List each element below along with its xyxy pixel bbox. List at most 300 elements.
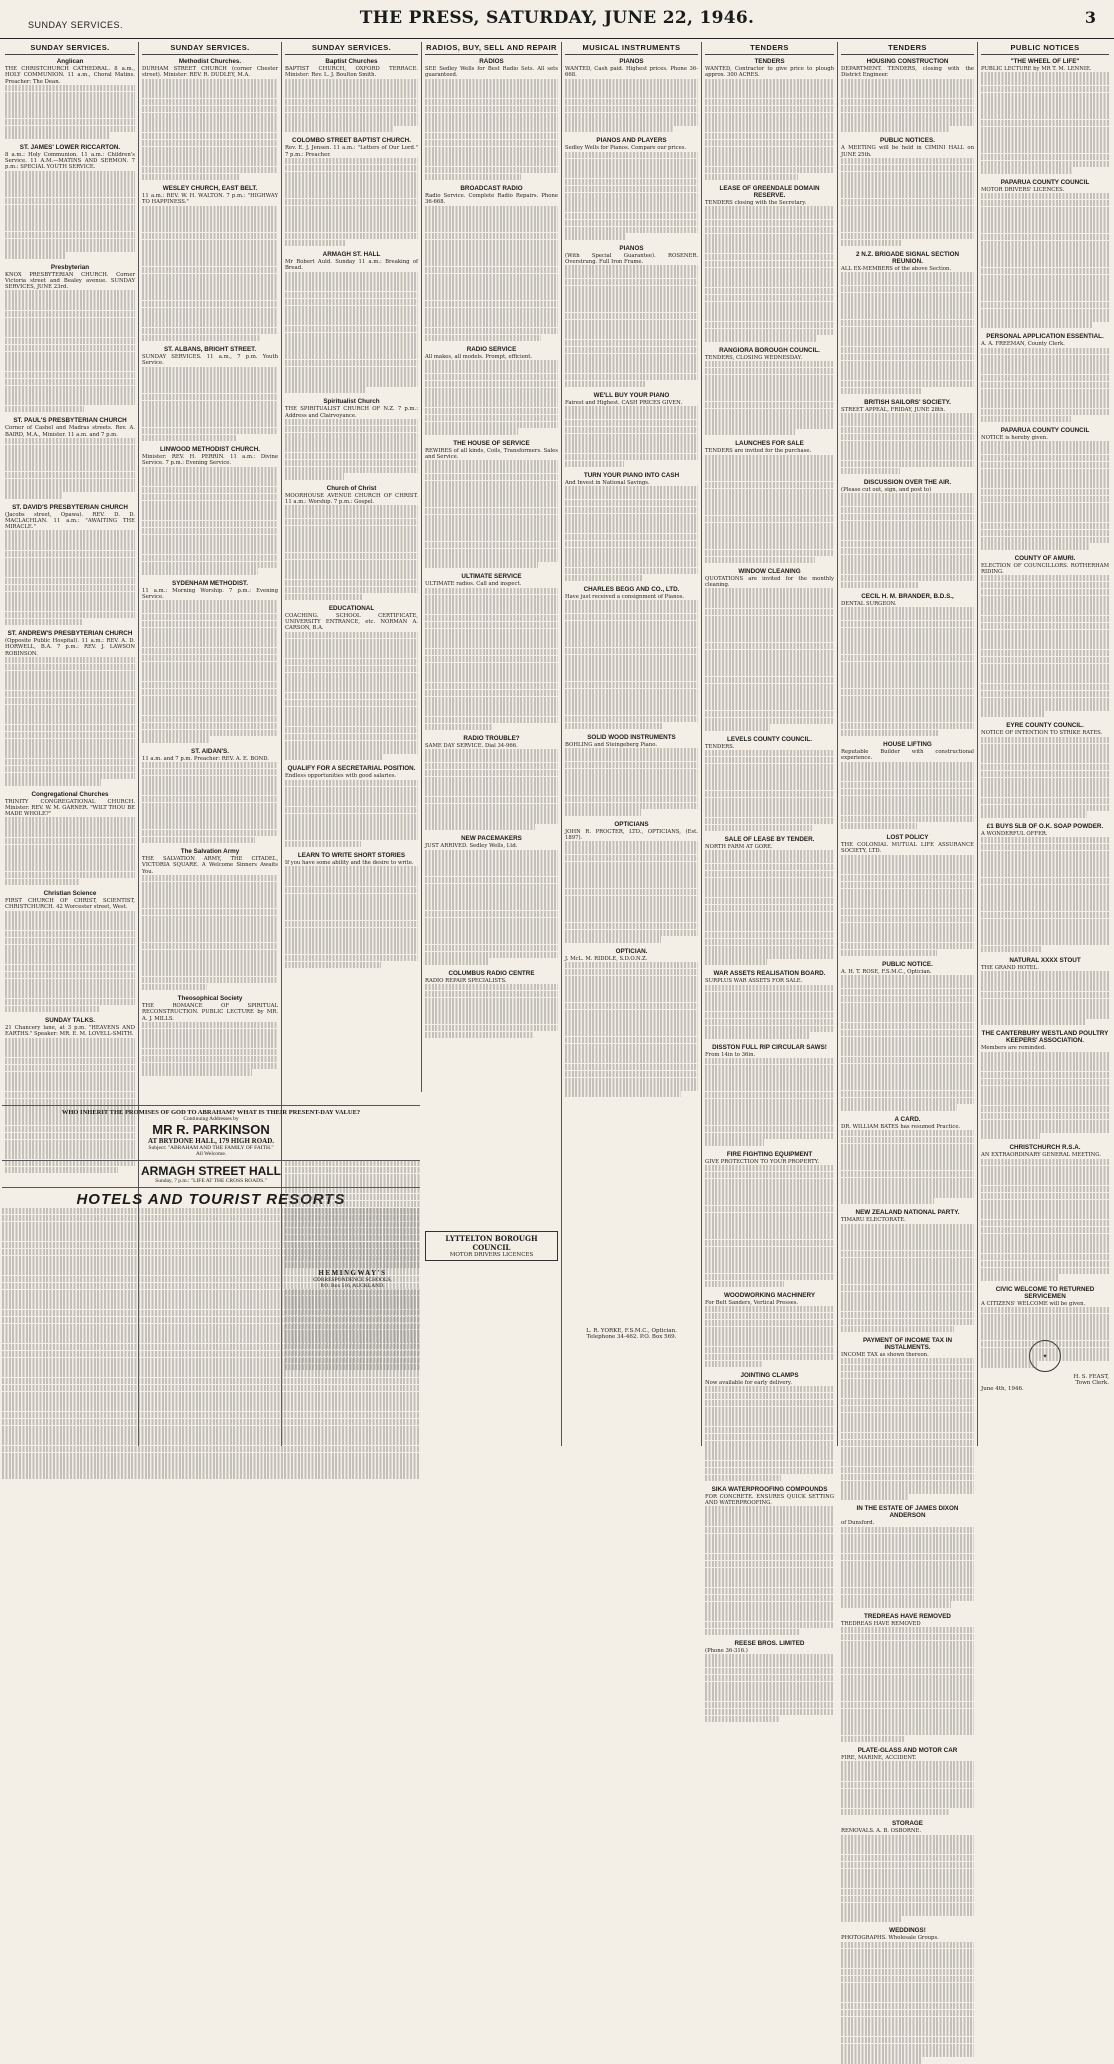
- text-line: [285, 673, 418, 679]
- armagh-hall-title: ARMAGH STREET HALL: [141, 1164, 281, 1178]
- text-line: [705, 536, 834, 542]
- text-line: [5, 98, 135, 104]
- column-heading: SUNDAY SERVICES.: [5, 42, 135, 55]
- text-line: [142, 875, 278, 881]
- text-line: [705, 388, 834, 394]
- text-line: [705, 1534, 834, 1540]
- text-line: [565, 803, 698, 809]
- column-body: [841, 58, 974, 2064]
- notice: [705, 970, 834, 1038]
- text-line: [425, 911, 558, 917]
- notice-text: DEPARTMENT. TENDERS, closing with the District Engineer.: [841, 66, 974, 79]
- text-line: [981, 670, 1109, 676]
- text-line: [841, 199, 974, 205]
- text-line: [285, 546, 418, 552]
- text-line: [841, 809, 974, 815]
- text-line: [142, 501, 278, 507]
- text-line: [981, 120, 1109, 126]
- notice-heading: SALE OF LEASE BY TENDER.: [724, 836, 815, 844]
- text-line: [841, 641, 974, 647]
- text-line: [425, 890, 558, 896]
- text-line: [705, 133, 834, 139]
- notice: [705, 1486, 834, 1635]
- text-line: [981, 878, 1109, 884]
- text-line: [142, 956, 278, 962]
- text-line: [981, 1120, 1109, 1126]
- text-line: [841, 1768, 974, 1774]
- text-line: [5, 451, 135, 457]
- text-line: [142, 507, 278, 513]
- text-line: [565, 841, 698, 847]
- text-line: [841, 361, 974, 367]
- text-line: [5, 605, 135, 611]
- text-line: [841, 882, 974, 888]
- text-line: [981, 771, 1109, 777]
- text-line: [5, 945, 135, 951]
- text-line: [5, 1065, 135, 1071]
- notice: [705, 1372, 834, 1481]
- text-line: [142, 977, 278, 983]
- notice-heading: LOST POLICY: [886, 833, 929, 841]
- notice: [285, 485, 418, 600]
- text-line: [705, 489, 834, 495]
- text-line: [565, 340, 698, 346]
- text-line: [285, 292, 418, 298]
- text-line: [425, 629, 558, 635]
- text-line: [285, 526, 418, 532]
- text-line: [425, 335, 541, 341]
- text-line: [565, 689, 698, 695]
- text-line: [841, 730, 939, 736]
- text-line: [705, 1547, 834, 1553]
- text-line: [5, 745, 135, 751]
- text-line: [565, 1023, 698, 1029]
- text-line: [5, 372, 135, 378]
- text-line: [841, 388, 922, 394]
- text-line: [142, 837, 255, 843]
- text-line: [285, 907, 418, 913]
- text-line: [142, 675, 278, 681]
- text-line: [841, 1298, 974, 1304]
- text-line: [841, 1487, 974, 1493]
- text-line: [705, 656, 834, 662]
- text-line: [981, 543, 1090, 549]
- text-line: [565, 930, 698, 936]
- text-line: [981, 537, 1109, 543]
- text-line: [5, 472, 135, 478]
- text-line: [841, 541, 974, 547]
- text-line: [705, 1400, 834, 1406]
- text-line: [841, 1494, 908, 1500]
- text-line: [841, 2017, 974, 2023]
- notice-text: Radio Service. Complete Radio Repairs. Phone 36-668.: [425, 193, 558, 206]
- text-line: [425, 460, 558, 466]
- text-line: [841, 1030, 974, 1036]
- notice: [425, 185, 558, 341]
- text-line: [565, 936, 661, 942]
- notice: [981, 823, 1109, 952]
- text-line: [981, 1005, 1109, 1011]
- text-line: [425, 494, 558, 500]
- notice: [565, 821, 698, 943]
- notice-heading: ST. ALBANS, BRIGHT STREET.: [163, 346, 257, 354]
- text-line: [142, 212, 278, 218]
- text-line: [981, 200, 1109, 206]
- notice-text: (Jacobs street, Opawa). REV. D. D. MACLACHLAN. 11 a.m.: "AWAITING THE MIRACLE.": [5, 511, 135, 531]
- text-line: [425, 119, 558, 125]
- text-line: [841, 1736, 905, 1742]
- text-line: [705, 932, 834, 938]
- notice-text: FIRE, MARINE, ACCIDENT.: [841, 1755, 917, 1762]
- text-line: [565, 1003, 698, 1009]
- text-line: [981, 375, 1109, 381]
- text-line: [705, 1185, 834, 1191]
- notice-heading: LEVELS COUNTY COUNCIL.: [727, 735, 812, 743]
- notice: [841, 479, 974, 588]
- text-line: [841, 420, 974, 426]
- text-line: [565, 661, 698, 667]
- text-line: [705, 240, 834, 246]
- text-line: [5, 972, 135, 978]
- notice-heading: HOUSE LIFTING: [883, 740, 932, 748]
- text-line: [285, 807, 418, 813]
- text-line: [425, 253, 558, 259]
- notice-heading: Methodist Churches.: [178, 58, 242, 65]
- text-line: [981, 482, 1109, 488]
- text-line: [705, 871, 834, 877]
- text-line: [841, 1554, 974, 1560]
- notice-text: If you have some ability and the desire to write.: [285, 860, 414, 867]
- text-line: [565, 306, 698, 312]
- text-line: [841, 226, 974, 232]
- text-line: [142, 113, 278, 119]
- text-line: [705, 1058, 834, 1064]
- notice-heading: Presbyterian: [50, 263, 90, 271]
- text-line: [841, 675, 974, 681]
- text-line: [285, 532, 418, 538]
- notice-text: RADIO REPAIR SPECIALISTS.: [425, 977, 507, 984]
- text-line: [285, 439, 418, 445]
- text-line: [705, 1019, 834, 1025]
- text-line: [285, 800, 418, 806]
- text-line: [142, 1049, 278, 1055]
- notice-text: A. H. T. ROSE, F.S.M.C., Optician.: [841, 969, 932, 976]
- text-line: [705, 1119, 834, 1125]
- text-line: [705, 160, 834, 166]
- text-line: [705, 234, 834, 240]
- text-line: [285, 928, 418, 934]
- text-line: [425, 588, 558, 594]
- text-line: [285, 962, 381, 968]
- column-body: [705, 58, 834, 1722]
- text-line: [705, 595, 834, 601]
- text-line: [285, 319, 418, 325]
- text-line: [5, 297, 135, 303]
- text-line: [841, 1789, 974, 1795]
- text-line: [981, 227, 1109, 233]
- text-line: [841, 989, 974, 995]
- text-line: [841, 936, 974, 942]
- notice-heading: JOINTING CLAMPS: [740, 1371, 799, 1379]
- text-line: [142, 929, 278, 935]
- text-line: [5, 664, 135, 670]
- text-line: [705, 898, 834, 904]
- text-line: [425, 422, 558, 428]
- notice: [142, 58, 278, 180]
- text-line: [981, 275, 1109, 281]
- notice-text: MOORHOUSE AVENUE CHURCH OF CHRIST. 11 a.m.: Worship. 7 p.m.: Gospel.: [285, 492, 418, 505]
- notice-heading: ST. ANDREW'S PRESBYTERIAN CHURCH: [7, 630, 133, 638]
- text-line: [981, 992, 1109, 998]
- text-line: [981, 1159, 1109, 1165]
- text-line: [565, 79, 698, 85]
- text-line: [285, 240, 346, 246]
- text-line: [981, 288, 1109, 294]
- text-line: [705, 213, 834, 219]
- text-line: [5, 938, 135, 944]
- text-line: [981, 1327, 1109, 1333]
- notice-text: A WONDERFUL OFFER.: [981, 830, 1048, 837]
- text-line: [565, 641, 698, 647]
- notice: [981, 1144, 1109, 1280]
- text-line: [285, 814, 418, 820]
- notice-text: TENDERS are invited for the purchase.: [705, 448, 812, 455]
- text-line: [841, 1661, 974, 1667]
- text-line: [565, 796, 698, 802]
- text-line: [705, 690, 834, 696]
- text-line: [565, 493, 698, 499]
- text-line: [705, 126, 834, 132]
- text-line: [705, 455, 834, 461]
- text-line: [425, 308, 558, 314]
- notice-text: DR. WILLIAM BATES has resumed Practice.: [841, 1123, 961, 1130]
- text-line: [705, 1675, 834, 1681]
- notice-text: THE COLONIAL MUTUAL LIFE ASSURANCE SOCIETY, LTD.: [841, 841, 974, 855]
- text-line: [705, 1105, 834, 1111]
- text-line: [841, 1278, 974, 1284]
- text-line: [425, 724, 492, 730]
- text-line: [841, 1150, 974, 1156]
- text-line: [841, 1237, 974, 1243]
- notice: [841, 834, 974, 956]
- text-line: [142, 614, 278, 620]
- hemingway-address: P.O. Box 516, AUCKLAND.: [320, 1282, 385, 1289]
- text-line: [981, 361, 1109, 367]
- text-line: [565, 85, 698, 91]
- text-line: [142, 902, 278, 908]
- text-line: [5, 671, 135, 677]
- text-line: [142, 414, 278, 420]
- text-line: [425, 206, 558, 212]
- text-line: [841, 1406, 974, 1412]
- text-line: [565, 634, 698, 640]
- notice-text: Members are reminded.: [981, 1045, 1046, 1052]
- text-line: [841, 1057, 974, 1063]
- text-line: [5, 252, 65, 258]
- text-line: [705, 1165, 834, 1171]
- text-line: [5, 732, 135, 738]
- text-line: [841, 178, 974, 184]
- text-line: [841, 775, 974, 781]
- text-line: [705, 704, 834, 710]
- text-line: [285, 707, 418, 713]
- text-line: [285, 921, 418, 927]
- text-line: [142, 823, 278, 829]
- notice-heading: ARMAGH ST. HALL: [322, 250, 381, 258]
- notice-heading: WESLEY CHURCH, EAST BELT.: [162, 185, 258, 193]
- notice-heading: HOUSING CONSTRUCTION: [866, 58, 949, 65]
- text-line: [705, 724, 770, 730]
- notice-text: FIRST CHURCH OF CHRIST, SCIENTIST, CHRISTCHURCH. 42 Worcester street, West.: [5, 897, 135, 911]
- text-line: [565, 989, 698, 995]
- text-line: [5, 824, 135, 830]
- text-line: [425, 1032, 533, 1038]
- text-line: [705, 557, 815, 563]
- text-line: [841, 1453, 974, 1459]
- text-line: [841, 782, 974, 788]
- text-line: [705, 811, 834, 817]
- notice-heading: RADIO SERVICE: [466, 346, 517, 354]
- notice-heading: NATURAL XXXX STOUT: [1009, 957, 1081, 965]
- text-line: [981, 891, 1109, 897]
- page-number: 3: [1084, 8, 1096, 27]
- text-line: [142, 428, 278, 434]
- armagh-hall-subject: Sunday, 7 p.m.: "LIFE AT THE CROSS ROADS.": [155, 1178, 267, 1184]
- text-line: [705, 85, 834, 91]
- text-line: [425, 226, 558, 232]
- text-line: [981, 1213, 1109, 1219]
- text-line: [142, 119, 278, 125]
- text-line: [285, 566, 418, 572]
- notice-text: SURPLUS WAR ASSETS FOR SALE.: [705, 978, 803, 985]
- text-line: [425, 321, 558, 327]
- notice-text: THE GRAND HOTEL.: [981, 965, 1039, 972]
- text-line: [705, 1179, 834, 1185]
- text-line: [841, 113, 974, 119]
- notice-heading: CECIL H. M. BRANDER, B.D.S.,: [861, 592, 954, 600]
- text-line: [981, 154, 1109, 160]
- text-line: [425, 984, 558, 990]
- text-line: [5, 311, 135, 317]
- text-line: [981, 1234, 1109, 1240]
- text-line: [981, 1200, 1109, 1206]
- notice-heading: CHRISTCHURCH R.S.A.: [1009, 1144, 1081, 1152]
- text-line: [841, 1064, 974, 1070]
- text-line: [981, 1341, 1109, 1347]
- notice: [285, 398, 418, 479]
- text-line: [981, 1334, 1109, 1340]
- notice-text: THE CHRISTCHURCH CATHEDRAL. 8 a.m., HOLY COMMUNION. 11 a.m., Choral Matins. Preacher: The Dean.: [5, 66, 135, 85]
- text-line: [425, 374, 558, 380]
- text-line: [841, 1419, 974, 1425]
- text-line: [705, 952, 834, 958]
- notice-text: GIVE PROTECTION TO YOUR PROPERTY.: [705, 1158, 820, 1165]
- text-line: [142, 435, 237, 441]
- text-line: [565, 299, 698, 305]
- text-line: [841, 1782, 974, 1788]
- text-line: [981, 348, 1109, 354]
- text-line: [565, 1071, 698, 1077]
- text-line: [705, 1247, 834, 1253]
- text-line: [981, 664, 1109, 670]
- text-line: [705, 227, 834, 233]
- text-line: [425, 174, 521, 180]
- text-line: [565, 1084, 698, 1090]
- text-line: [705, 368, 834, 374]
- text-line: [5, 598, 135, 604]
- text-line: [5, 218, 135, 224]
- text-line: [705, 106, 834, 112]
- text-line: [981, 1254, 1109, 1260]
- text-line: [285, 185, 418, 191]
- text-line: [285, 632, 418, 638]
- text-line: [565, 682, 698, 688]
- text-line: [565, 367, 698, 373]
- text-line: [981, 1261, 1109, 1267]
- text-line: [705, 1629, 800, 1635]
- text-line: [425, 601, 558, 607]
- text-line: [425, 233, 558, 239]
- text-line: [285, 467, 418, 473]
- text-line: [841, 461, 974, 467]
- text-line: [981, 368, 1109, 374]
- notice-text: Minister: REV. H. PERRIN. 11 a.m.: Divine Service. 7 p.m.: Evening Service.: [142, 453, 278, 467]
- text-line: [981, 757, 1109, 763]
- text-line: [425, 501, 558, 507]
- text-line: [841, 212, 974, 218]
- notice: [285, 137, 418, 245]
- text-line: [705, 1602, 834, 1608]
- text-line: [565, 755, 698, 761]
- text-line: [841, 1875, 974, 1881]
- notice-heading: LEARN TO WRITE SHORT STORIES: [297, 852, 406, 860]
- notice-text: STREET APPEAL, FRIDAY, JUNE 28th.: [841, 407, 946, 414]
- text-line: [841, 1654, 974, 1660]
- text-line: [841, 1862, 974, 1868]
- notice: [705, 1151, 834, 1287]
- notice-heading: PIANOS: [619, 244, 644, 252]
- notice-text: TREDREAS HAVE REMOVED: [841, 1620, 921, 1627]
- text-line: [705, 1240, 834, 1246]
- text-line: [565, 220, 698, 226]
- text-line: [705, 985, 834, 991]
- text-line: [841, 1009, 974, 1015]
- text-line: [981, 382, 1109, 388]
- text-line: [841, 1561, 974, 1567]
- text-line: [142, 421, 278, 427]
- text-line: [841, 1137, 974, 1143]
- notice-heading: BRITISH SAILORS' SOCIETY.: [864, 399, 951, 407]
- text-line: [565, 709, 698, 715]
- notice-heading: PIANOS: [619, 58, 644, 65]
- text-line: [285, 894, 418, 900]
- notice: [705, 836, 834, 965]
- text-line: [142, 167, 278, 173]
- text-line: [981, 1227, 1109, 1233]
- banner-continuing: Continuing Addresses by: [183, 1116, 239, 1122]
- notice: [841, 137, 974, 245]
- text-line: [705, 402, 834, 408]
- text-line: [142, 796, 278, 802]
- text-line: [285, 720, 418, 726]
- text-line: [705, 777, 834, 783]
- text-line: [425, 481, 558, 487]
- notice: [981, 722, 1109, 817]
- text-line: [705, 1253, 834, 1259]
- text-line: [981, 582, 1109, 588]
- text-line: [425, 562, 538, 568]
- notice-text: SEE Sedley Wells for Best Radio Sets. All sets guaranteed.: [425, 66, 558, 79]
